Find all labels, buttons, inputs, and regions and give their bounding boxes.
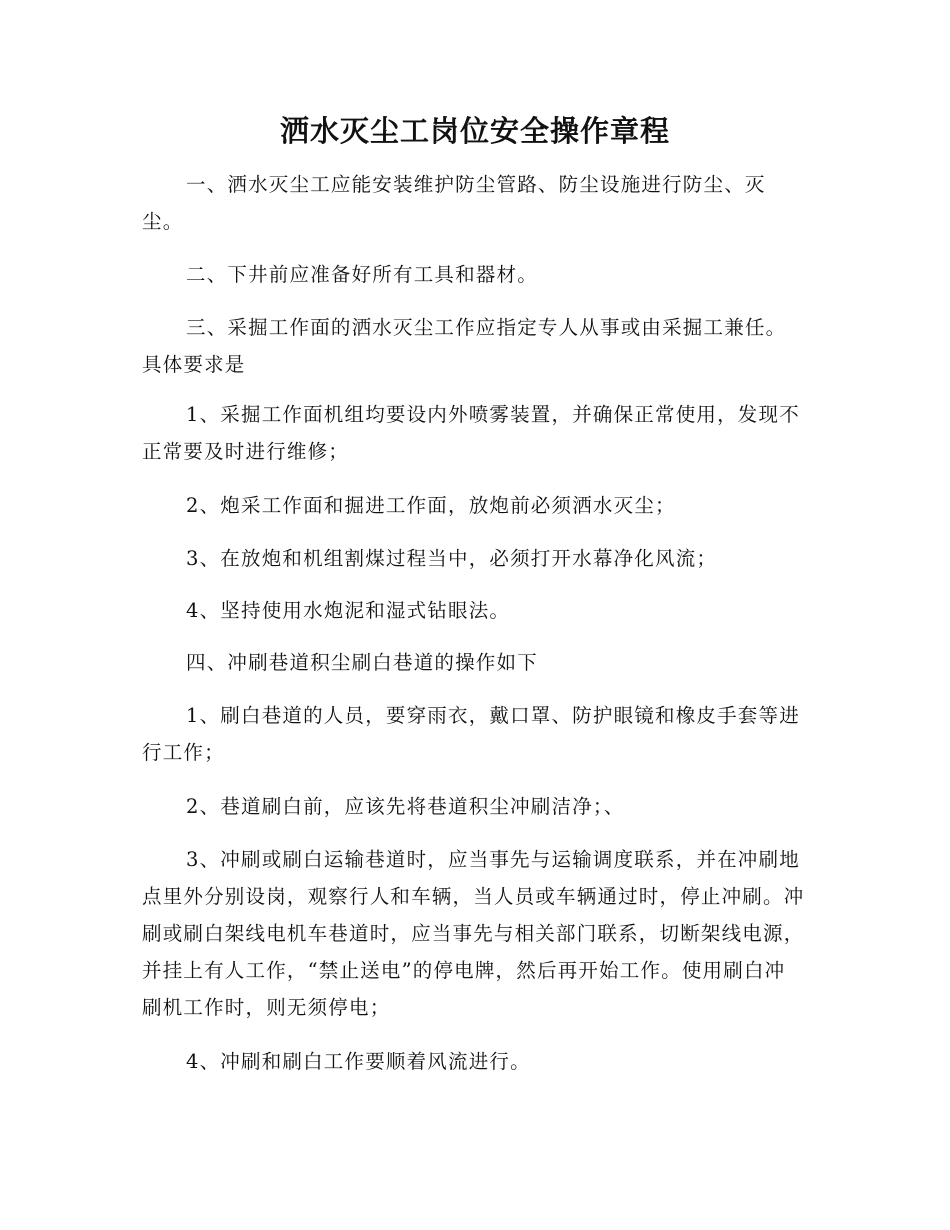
document-title: 洒水灭尘工岗位安全操作章程 xyxy=(279,114,670,148)
paragraph-6: 3、在放炮和机组割煤过程当中，必须打开水幕净化风流； xyxy=(186,547,718,570)
paragraph-8: 四、冲刷巷道积尘刷白巷道的操作如下 xyxy=(186,651,538,674)
paragraph-10: 2、巷道刷白前，应该先将巷道积尘冲刷洁净；、 xyxy=(186,795,625,818)
paragraph-2: 二、下井前应准备好所有工具和器材。 xyxy=(186,263,538,286)
paragraph-12: 4、冲刷和刷白工作要顺着风流进行。 xyxy=(186,1050,531,1073)
paragraph-4: 1、采掘工作面机组均要设内外喷雾装置，并确保正常使用，发现不正常要及时进行维修； xyxy=(142,403,800,463)
paragraph-11: 3、冲刷或刷白运输巷道时，应当事先与运输调度联系，并在冲刷地点里外分别设岗，观察行人和车辆，当人员或车辆通过时，停止冲刷。冲刷或刷白架线电机车巷道时，应当事先与相关部门联系，切断架线电源，并挂上有人工作，“禁止送电”的停电牌，然后再开始工作。使用刷白冲刷机工作时，则无须停电； xyxy=(142,848,805,1019)
paragraph-1: 一、洒水灭尘工应能安装维护防尘管路、防尘设施进行防尘、灭尘。 xyxy=(142,173,766,233)
paragraph-3: 三、采掘工作面的洒水灭尘工作应指定专人从事或由采掘工兼任。具体要求是 xyxy=(142,316,787,376)
paragraph-7: 4、坚持使用水炮泥和湿式钻眼法。 xyxy=(186,599,511,622)
paragraph-9: 1、刷白巷道的人员，要穿雨衣，戴口罩、防护眼镜和橡皮手套等进行工作； xyxy=(142,704,800,764)
paragraph-5: 2、炮采工作面和掘进工作面，放炮前必须洒水灭尘； xyxy=(186,494,676,517)
